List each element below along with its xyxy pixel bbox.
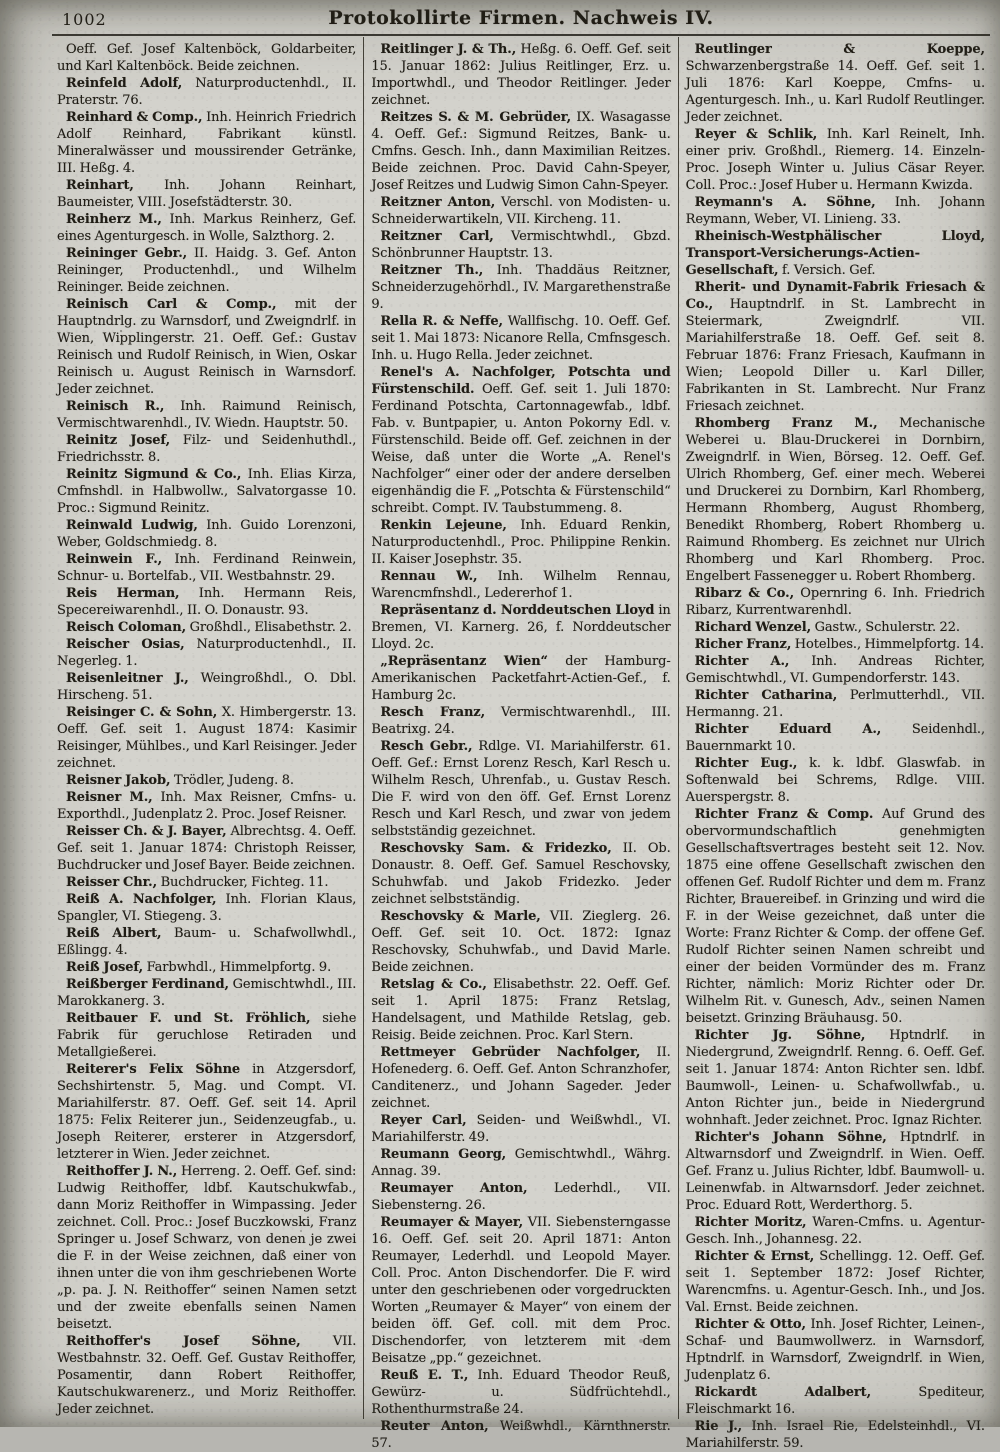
firm-details: Lederhdl., VII. Siebensterng. 26. [371,1181,671,1213]
firm-name: Reyer Carl, [380,1113,467,1128]
firm-details: Inh. Guido Lorenzoni, Weber, Goldschmiedg. 8. [57,518,357,550]
firm-entry [686,653,985,687]
firm-name: Richard Wenzel, [694,620,812,635]
firm-entry [57,466,356,517]
firm-name: Rickardt Adalbert, [694,1385,872,1400]
firm-entry [57,517,356,551]
firm-details: II. Hofenederg. 6. Oeff. Gef. Anton Schranzhofer, Canditenerz., und Johann Sageder. Jeder zeichnet. [371,1045,671,1111]
firm-entry [371,908,670,976]
firm-details: Inh. Johann Reymann, Weber, VI. Linieng. 33. [685,195,985,227]
firm-details: Opernring 6. Inh. Friedrich Ribarz, Kurrentwarenhdl. [685,586,985,618]
firm-details: Inh. Josef Richter, Leinen-, Schaf- und Baumwollwerz. in Warnsdorf, Hptndrlf. in Warnsdorf, Zweigndrlf. in Wien, Judenplatz 6. [685,1317,985,1383]
firm-details: Herreng. 2. Oeff. Gef. sind: Ludwig Reithoffer, ldbf. Kautschukwfab., dann Moriz Reithoffer in Wimpassing. Jeder zeichnet. Coll. Proc.: Josef Buczkowski, Franz Springer u. Josef Schwarz, von denen je zwei die F. in der Weise zeichnen, daß einer von ihnen unter die von ihm geschriebenen Worte „p. pa. J. N. Reithoffer“ seinen Namen setzt und der zweite ebenfalls seinen Namen beisetzt. [57,1164,357,1332]
firm-name: Reitzner Th., [380,263,484,278]
firm-name: Reithoffer J. N., [66,1164,178,1179]
text-columns [50,37,992,1451]
firm-name: Reyer & Schlik, [694,127,818,142]
firm-details: Seiden- und Weißwhdl., VI. Mariahilferstr. 49. [371,1113,671,1145]
firm-details: in Bremen, VI. Karnerg. 26, f. Norddeutscher Lloyd. 2c. [371,603,671,652]
firm-entry [57,109,356,177]
firm-entry [57,432,356,466]
firm-name: Reisner Jakob, [66,773,171,788]
firm-name: Reutlinger & Koeppe, [694,42,985,57]
firm-entry [371,1214,670,1367]
firm-details: Mechanische Weberei u. Blau-Druckerei in Dornbirn, Zweigndrlf. in Wien, Börseg. 12. Oeff. Gef. Ulrich Rhomberg, Gef. einer mech. Weberei und Druckerei zu Dornbirn, Karl Rhomberg, Hermann Rhomberg, August Rhomberg, Benedikt Rhomberg, Robert Rhomberg u. Raimund Rhomberg. Es zeichnet nur Ulrich Rhomberg und Karl Rhomberg. Proc. Engelbert Fassenegger u. Robert Rhomberg. [685,416,985,584]
firm-entry [57,1333,356,1418]
firm-name: Reinhard & Comp., [66,110,203,125]
firm-details: Naturproductenhdl., II. Negerleg. 1. [57,637,357,669]
firm-name: Reinfeld Adolf, [66,76,183,91]
firm-details: Oeff. Gef. Josef Kaltenböck, Goldarbeiter, und Karl Kaltenböck. Beide zeichnen. [57,42,357,74]
firm-details: Weingroßhdl., O. Dbl. Hirscheng. 51. [57,671,357,703]
firm-entry [686,1214,985,1248]
firm-name: Rheinisch-Westphälischer Lloyd, Transport-Versicherungs-Actien-Gesellschaft, [685,229,985,278]
firm-details: Verschl. von Modisten- u. Schneiderwartikeln, VII. Kircheng. 11. [371,195,671,227]
firm-entry [686,279,985,415]
firm-name: Retslag & Co., [380,977,487,992]
firm-details: IX. Wasagasse 4. Oeff. Gef.: Sigmund Reitzes, Bank- u. Cmfns. Gesch. Inh., dann Maximilian Reitzes. Beide zeichnen. Proc. David Cahn-Speyer, Josef Reitzes und Ludwig Simon Cahn-Speyer. [371,110,671,193]
firm-name: Richter & Otto, [694,1317,806,1332]
firm-details: Inh. Israel Rie, Edelsteinhdl., VI. Mariahilferstr. 59. [685,1419,985,1451]
firm-details: f. Versich. Gef. [781,263,876,278]
firm-name: Reuß E. T., [380,1368,469,1383]
firm-details: Inh. Andreas Richter, Gemischtwhdl., VI. Gumpendorferstr. 143. [685,654,985,686]
firm-name: Reitbauer F. und St. Fröhlich, [66,1011,311,1026]
firm-name: Reiterer's Felix Söhne [66,1062,241,1077]
firm-details: Trödler, Judeng. 8. [173,773,294,788]
firm-name: Repräsentanz d. Norddeutschen Lloyd [380,603,655,618]
firm-entry [371,517,670,568]
firm-name: Reinwein F., [66,552,163,567]
firm-name: Rie J., [694,1419,743,1434]
firm-details: Hptndrlf. in Niedergrund, Zweigndrlf. Renng. 6. Oeff. Gef. seit 1. Januar 1874: Anton Richter sen. ldbf. Baumwoll-, Leinen- u. Schafwollwfab., u. Anton Richter jun., beide in Niedergrund wohnhaft. Jeder zeichnet. Proc. Ignaz Richter. [685,1028,985,1128]
firm-entry [686,1316,985,1384]
firm-entry [371,1112,670,1146]
firm-details: Vermischtwhdl., Gbzd. Schönbrunner Hauptstr. 13. [371,229,671,261]
firm-details: Auf Grund des obervormundschaftlich genehmigten Gesellschaftsvertrages besteht seit 12. Nov. 1875 eine offene Gesellschaft zwischen den offenen Gef. Rudolf Richter und dem m. Franz Richter, Brauereibef. in Grinzing und wird die F. in der Weise gezeichnet, daß unter die Worte: Franz Richter & Comp. der offene Gef. Rudolf Richter seinen Namen schreibt und einer der beiden Vormünder des m. Franz Richter, nämlich: Moriz Richter oder Dr. Wilhelm Rit. v. Gunesch, Adv., seinen Namen beisetzt. Grinzing Bräuhausg. 50. [685,807,985,1026]
firm-name: Richter Catharina, [694,688,838,703]
firm-entry [57,211,356,245]
firm-name: Reisner M., [66,790,153,805]
firm-name: Reschovsky & Marle, [380,909,541,924]
firm-name: Reiß Albert, [66,926,162,941]
firm-entry [57,296,356,398]
firm-name: Reisinger C. & Sohn, [66,705,218,720]
firm-entry [57,551,356,585]
firm-name: Reumann Georg, [380,1147,507,1162]
firm-details: Inh. Elias Kirza, Cmfnshdl. in Halbwollw., Salvatorgasse 10. Proc.: Sigmund Reinitz. [57,467,357,516]
firm-entry [57,925,356,959]
firm-details: in Atzgersdorf, Sechshirtenstr. 5, Mag. und Compt. VI. Mariahilferstr. 87. Oeff. Gef. seit 14. April 1875: Felix Reiterer jun., Seidenzeugfab., u. Joseph Reiterer, ersterer in Atzgersdorf, letzterer in Wien. Jeder zeichnet. [57,1062,357,1162]
firm-details: Inh. Raimund Reinisch, Vermischtwarenhdl., IV. Wiedn. Hauptstr. 50. [57,399,357,431]
firm-name: Reiß Josef, [66,960,144,975]
firm-details: Inh. Karl Reinelt, Inh. einer priv. Großhdl., Riemerg. 14. Einzeln-Proc. Joseph Winter u. Julius Cäsar Reyer. Coll. Proc.: Josef Huber u. Hermann Kwizda. [685,127,985,193]
firm-entry [371,1180,670,1214]
firm-details: X. Himbergerstr. 13. Oeff. Gef. seit 1. August 1874: Kasimir Reisinger, Mühlbes., und Karl Reisinger. Jeder zeichnet. [57,705,357,771]
firm-entry [686,1418,985,1452]
firm-details: Vermischtwarenhdl., III. Beatrixg. 24. [371,705,671,737]
firm-name: Reinhart, [66,178,134,193]
firm-entry [371,704,670,738]
firm-details: Seidenhdl., Bauernmarkt 10. [685,722,985,754]
firm-entry [57,41,356,75]
firm-entry [57,1010,356,1061]
firm-details: siehe Fabrik für geruchlose Retiraden und Metallgießerei. [57,1011,357,1060]
firm-entry [371,109,670,194]
firm-entry [371,228,670,262]
firm-details: Inh. Eduard Theodor Reuß, Gewürz- u. Südfrüchtehdl., Rothenthurmstraße 24. [371,1368,671,1417]
firm-details: Hptndrlf. in Altwarnsdorf und Zweigndrlf. in Wien. Oeff. Gef. Franz u. Julius Richter, ldbf. Baumwoll- u. Leinenwfab. in Altwarnsdorf. Jeder zeichnet. Proc. Eduard Rott, Werderthorg. 5. [685,1130,985,1213]
page-title: Protokollirte Firmen. Nachweis IV. [328,7,714,29]
firm-entry [57,585,356,619]
firm-details: Rdlge. VI. Mariahilferstr. 61. Oeff. Gef.: Ernst Lorenz Resch, Karl Resch u. Wilhelm Resch, Uhrenfab., u. Gustav Resch. Die F. wird von den öff. Gef. Ernst Lorenz Resch und Karl Resch, und zwar von jedem selbstständig gezeichnet. [371,739,671,839]
firm-details: Weißwhdl., Kärnthnerstr. 57. [371,1419,671,1451]
firm-details: VII. Siebensterngasse 16. Oeff. Gef. seit 20. April 1871: Anton Reumayer, Lederhdl. und Leopold Mayer. Coll. Proc. Anton Dischendorfer. Die F. wird unter den geschriebenen oder vorgedruckten Worten „Reumayer & Mayer“ von einem der beiden öff. Gef. coll. mit dem Proc. Dischendorfer, von letzterem mit dem Beisatze „pp.“ gezeichnet. [371,1215,671,1366]
firm-entry [686,585,985,619]
firm-entry [57,636,356,670]
firm-entry [371,1418,670,1452]
firm-details: mit der Hauptndrlg. zu Warnsdorf, und Zweigndrlf. in Wien, Wipplingerstr. 21. Oeff. Gef.: Gustav Reinisch und Rudolf Reinisch, in Wien, Oskar Reinisch u. August Reinisch in Warnsdorf. Jeder zeichnet. [57,297,357,397]
firm-details: Inh. Eduard Renkin, Naturproductenhdl., Proc. Philippine Renkin. II. Kaiser Josephstr. 35. [371,518,671,567]
firm-name: Reinitz Sigmund & Co., [66,467,242,482]
firm-details: Inh. Ferdinand Reinwein, Schnur- u. Bortelfab., VII. Westbahnstr. 29. [57,552,357,584]
firm-entry [686,636,985,653]
firm-details: Inh. Heinrich Friedrich Adolf Reinhard, Fabrikant künstl. Mineralwässer und moussirender Getränke, III. Heßg. 4. [57,110,357,176]
firm-entry [57,789,356,823]
firm-name: Reinisch R., [66,399,165,414]
firm-name: Reisser Chr., [66,875,158,890]
firm-details: Inh. Hermann Reis, Specereiwarenhdl., II. O. Donaustr. 93. [57,586,357,618]
firm-details: Albrechtsg. 4. Oeff. Gef. seit 1. Januar 1874: Christoph Reisser, Buchdrucker und Josef Bayer. Beide zeichnen. [57,824,357,873]
firm-entry [371,194,670,228]
firm-name: Richter's Johann Söhne, [694,1130,887,1145]
firm-entry [371,313,670,364]
firm-name: Richter Jg. Söhne, [694,1028,866,1043]
firm-name: Rella R. & Neffe, [380,314,503,329]
firm-entry [686,126,985,194]
firm-name: Reumayer Anton, [380,1181,528,1196]
column-2 [363,37,677,1451]
firm-name: Reitzes S. & M. Gebrüder, [380,110,572,125]
firm-name: Reisch Coloman, [66,620,187,635]
firm-name: Resch Franz, [380,705,486,720]
firm-details: Hotelbes., Himmelpfortg. 14. [794,637,984,652]
firm-entry [57,398,356,432]
firm-name: Renkin Lejeune, [380,518,507,533]
firm-entry [686,721,985,755]
firm-entry [57,670,356,704]
firm-entry [686,41,985,126]
firm-details: Inh. Johann Reinhart, Baumeister, VIII. Josefstädterstr. 30. [57,178,357,210]
firm-entry [686,228,985,279]
firm-entry [686,806,985,1027]
firm-entry [57,976,356,1010]
firm-details: k. k. ldbf. Glaswfab. in Softenwald bei Schrems, Rdlge. VIII. Auerspergstr. 8. [685,756,985,805]
firm-entry [371,840,670,908]
column-1 [50,37,363,1419]
firm-entry [57,704,356,772]
firm-details: Hauptndrlf. in St. Lambrecht in Steiermark, Zweigndrlf. VII. Mariahilferstraße 18. Oeff. Gef. seit 8. Februar 1876: Franz Friesach, Kaufmann in Wien; Leopold Diller u. Karl Diller, Fabrikanten in St. Lambrecht. Nur Franz Friesach zeichnet. [685,297,985,414]
firm-details: Inh. Thaddäus Reitzner, Schneiderzugehörhdl., IV. Margarethenstraße 9. [371,263,671,312]
firm-entry [57,1163,356,1333]
firm-entry [57,177,356,211]
firm-details: VII. Westbahnstr. 32. Oeff. Gef. Gustav Reithoffer, Posamentir, dann Robert Reithoffer, Kautschukwarenerz., und Moriz Reithoffer. Jeder zeichnet. [57,1334,357,1417]
firm-details: Perlmutterhdl., VII. Hermanng. 21. [685,688,985,720]
firm-name: Rhomberg Franz M., [694,416,878,431]
firm-details: Elisabethstr. 22. Oeff. Gef. seit 1. April 1875: Franz Retslag, Handelsagent, und Mathilde Retslag, geb. Reisig. Beide zeichnen. Proc. Karl Stern. [371,977,671,1043]
firm-name: Rennau W., [380,569,478,584]
firm-details: Schellingg. 12. Oeff. Gef. seit 1. September 1872: Josef Richter, Warencmfns. u. Agentur-Gesch. Inh., und Jos. Val. Ernst. Beide zeichnen. [685,1249,985,1315]
firm-details: Spediteur, Fleischmarkt 16. [685,1385,985,1417]
firm-name: Reiß A. Nachfolger, [66,892,217,907]
firm-entry [371,738,670,840]
firm-name: Reumayer & Mayer, [380,1215,524,1230]
firm-entry [371,1146,670,1180]
firm-entry [57,959,356,976]
firm-name: Reuter Anton, [380,1419,489,1434]
firm-name: Reininger Gebr., [66,246,188,261]
firm-name: Reinitz Josef, [66,433,171,448]
firm-details: Gemischtwhdl., III. Marokkanerg. 3. [57,977,357,1009]
firm-entry [371,262,670,313]
firm-details: Naturproductenhdl., II. Praterstr. 76. [57,76,357,108]
firm-entry [686,1129,985,1214]
firm-name: Richter Franz & Comp. [694,807,874,822]
firm-entry [57,75,356,109]
firm-details: Wallfischg. 10. Oeff. Gef. seit 1. Mai 1873: Nicanore Rella, Cmfnsgesch. Inh. u. Hugo Rella. Jeder zeichnet. [371,314,671,363]
firm-name: Rherit- und Dynamit-Fabrik Friesach & Co., [685,280,985,312]
firm-entry [686,619,985,636]
firm-details: Inh. Florian Klaus, Spangler, VI. Stiegeng. 3. [57,892,357,924]
firm-entry [57,1061,356,1163]
firm-entry [686,1027,985,1129]
firm-details: der Hamburg-Amerikanischen Packetfahrt-Actien-Gef., f. Hamburg 2c. [371,654,671,703]
firm-details: Inh. Max Reisner, Cmfns- u. Exporthdl., Judenplatz 2. Proc. Josef Reisner. [57,790,357,822]
firm-entry [686,1384,985,1418]
firm-entry [371,976,670,1044]
firm-details: Farbwhdl., Himmelpfortg. 9. [146,960,332,975]
firm-entry [57,619,356,636]
firm-name: Richter Eug., [694,756,798,771]
firm-name: Richter Moritz, [694,1215,807,1230]
firm-entry [686,687,985,721]
firm-name: Reinherz M., [66,212,162,227]
firm-name: Reschovsky Sam. & Fridezko, [380,841,612,856]
firm-details: Gemischtwhdl., Währg. Annag. 39. [371,1147,671,1179]
firm-name: Richter Eduard A., [694,722,882,737]
firm-name: Richer Franz, [694,637,792,652]
firm-name: Reißberger Ferdinand, [66,977,229,992]
firm-name: Reis Herman, [66,586,180,601]
firm-entry [371,41,670,109]
firm-entry [57,874,356,891]
firm-name: Reitzner Anton, [380,195,496,210]
page-header [50,7,992,33]
firm-name: Ribarz & Co., [694,586,794,601]
firm-name: Richter A., [694,654,790,669]
firm-entry [57,772,356,789]
firm-name: Reinisch Carl & Comp., [66,297,277,312]
firm-details: Baum- u. Schafwollwhdl., Eßlingg. 4. [57,926,357,958]
firm-details: Buchdrucker, Fichteg. 11. [160,875,329,890]
firm-details: VII. Zieglerg. 26. Oeff. Gef. seit 10. Oct. 1872: Ignaz Reschovsky, Schuhwfab., und David Marle. Beide zeichnen. [371,909,671,975]
firm-entry [371,653,670,704]
firm-name: Rettmeyer Gebrüder Nachfolger, [380,1045,641,1060]
firm-details: Großhdl., Elisabethstr. 2. [189,620,352,635]
firm-details: II. Haidg. 3. Gef. Anton Reininger, Productenhdl., und Wilhelm Reininger. Beide zeichnen. [57,246,357,295]
firm-name: Reinwald Ludwig, [66,518,198,533]
firm-name: „Repräsentanz Wien“ [380,654,548,669]
firm-name: Reitzner Carl, [380,229,494,244]
firm-entry [57,891,356,925]
firm-name: Reitlinger J. & Th., [380,42,517,57]
firm-details: Gastw., Schulerstr. 22. [814,620,960,635]
header-rule [52,34,990,36]
firm-details: II. Ob. Donaustr. 8. Oeff. Gef. Samuel Reschovsky, Schuhwfab. und Jakob Fridezko. Jeder zeichnet selbstständig. [371,841,671,907]
firm-name: Renel's A. Nachfolger, Potschta und Fürstenschild. [371,365,671,397]
firm-name: Reithoffer's Josef Söhne, [66,1334,301,1349]
firm-details: Heßg. 6. Oeff. Gef. seit 15. Januar 1862: Julius Reitlinger, Erz. u. Importwhdl., und Theodor Reitlinger. Jeder zeichnet. [371,42,671,108]
firm-name: Richter & Ernst, [694,1249,815,1264]
firm-entry [686,1248,985,1316]
firm-entry [371,1044,670,1112]
firm-details: Waren-Cmfns. u. Agentur-Gesch. Inh., Johannesg. 22. [685,1215,985,1247]
firm-name: Reisser Ch. & J. Bayer, [66,824,227,839]
firm-entry [57,823,356,874]
firm-entry [371,568,670,602]
firm-entry [686,755,985,806]
firm-details: Oeff. Gef. seit 1. Juli 1870: Ferdinand Potschta, Cartonnagewfab., ldbf. Fab. v. Buntpapier, u. Anton Pokorny Edl. v. Fürstenschild. Beide off. Gef. zeichnen in der Weise, daß unter die Worte „A. Renel's Nachfolger“ einer oder der andere derselben eigenhändig die F. „Potschta & Fürstenschild“ schreibt. Compt. IV. Taubstummeng. 8. [371,382,671,516]
firm-entry [371,1367,670,1418]
firm-name: Reymann's A. Söhne, [694,195,876,210]
firm-entry [371,602,670,653]
firm-details: Inh. Markus Reinherz, Gef. eines Agenturgesch. in Wolle, Salzthorg. 2. [57,212,357,244]
page-number: 1002 [62,10,107,29]
firm-entry [686,415,985,585]
column-3 [678,37,992,1451]
firm-details: Schwarzenbergstraße 14. Oeff. Gef. seit 1. Juli 1876: Karl Koeppe, Cmfns- u. Agenturgesch. Inh., u. Karl Rudolf Reutlinger. Jeder zeichnet. [685,59,985,125]
firm-details: Inh. Wilhelm Rennau, Warencmfnshdl., Ledererhof 1. [371,569,671,601]
firm-entry [371,364,670,517]
firm-name: Reischer Osias, [66,637,185,652]
firm-name: Reisenleitner J., [66,671,189,686]
firm-entry [57,245,356,296]
firm-name: Resch Gebr., [380,739,473,754]
firm-details: Filz- und Seidenhuthdl., Friedrichsstr. 8. [57,433,357,465]
firm-entry [686,194,985,228]
